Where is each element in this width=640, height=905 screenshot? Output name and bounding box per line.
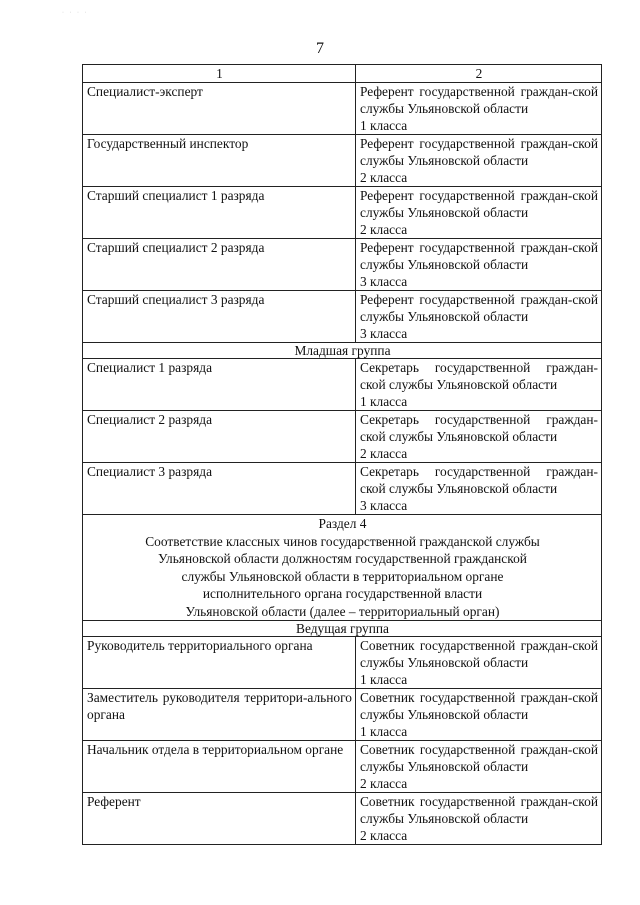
- table-row: [83, 291, 602, 343]
- position-cell: Специалист 1 разряда: [83, 359, 356, 411]
- rank-cell: [356, 291, 602, 343]
- rank-correspondence-table: [82, 64, 602, 845]
- rank-class: 1 класса: [360, 118, 408, 133]
- rank-class: 2 класса: [360, 776, 408, 791]
- table-row: [83, 187, 602, 239]
- rank-class: 2 класса: [360, 222, 408, 237]
- rank-class: 3 класса: [360, 326, 408, 341]
- rank-class: 2 класса: [360, 170, 408, 185]
- section-line: Ульяновской области должностям государственной гражданской: [158, 551, 527, 566]
- rank-cell: [356, 689, 602, 741]
- rank-class: 3 класса: [360, 498, 408, 513]
- rank-text: Советник государственной граждан-ской службы Ульяновской области: [360, 742, 598, 774]
- rank-class: 3 класса: [360, 274, 408, 289]
- rank-class: 2 класса: [360, 446, 408, 461]
- table-row: [83, 741, 602, 793]
- position-cell: Старший специалист 1 разряда: [83, 187, 356, 239]
- table-row: [83, 359, 602, 411]
- rank-cell: [356, 239, 602, 291]
- scan-speckles: · · · ·: [62, 10, 89, 16]
- section-line: Соответствие классных чинов государственной гражданской службы: [145, 533, 540, 549]
- rank-text: Секретарь государственной граждан-ской службы Ульяновской области: [360, 412, 598, 444]
- position-cell: Старший специалист 3 разряда: [83, 291, 356, 343]
- position-cell: Заместитель руководителя территори-ального органа: [83, 689, 356, 741]
- section-line: службы Ульяновской области в территориальном органе: [181, 568, 504, 584]
- section-heading: [83, 515, 602, 621]
- column-header-1: 1: [83, 65, 356, 83]
- table-row: [83, 637, 602, 689]
- rank-class: 1 класса: [360, 672, 408, 687]
- rank-text: Советник государственной граждан-ской службы Ульяновской области: [360, 794, 598, 826]
- group-heading-junior: Младшая группа: [83, 343, 602, 359]
- rank-text: Референт государственной граждан-ской службы Ульяновской области: [360, 188, 598, 220]
- rank-text: Референт государственной граждан-ской службы Ульяновской области: [360, 292, 598, 324]
- rank-cell: [356, 637, 602, 689]
- rank-cell: [356, 83, 602, 135]
- rank-text: Референт государственной граждан-ской службы Ульяновской области: [360, 240, 598, 272]
- rank-class: 2 класса: [360, 828, 408, 843]
- rank-cell: [356, 359, 602, 411]
- rank-class: 1 класса: [360, 724, 408, 739]
- rank-text: Секретарь государственной граждан-ской службы Ульяновской области: [360, 360, 598, 392]
- position-cell: Специалист 2 разряда: [83, 411, 356, 463]
- rank-cell: [356, 463, 602, 515]
- group-heading-leading: Ведущая группа: [83, 621, 602, 637]
- page-number: 7: [316, 40, 324, 57]
- column-header-2: 2: [356, 65, 602, 83]
- rank-cell: [356, 793, 602, 845]
- table-header-row: [83, 65, 602, 83]
- rank-cell: [356, 741, 602, 793]
- rank-text: Референт государственной граждан-ской службы Ульяновской области: [360, 84, 598, 116]
- rank-cell: [356, 135, 602, 187]
- section-line: Ульяновской области (далее – территориальный орган): [185, 603, 500, 619]
- position-cell: Старший специалист 2 разряда: [83, 239, 356, 291]
- table-row: [83, 83, 602, 135]
- position-cell: Специалист-эксперт: [83, 83, 356, 135]
- rank-cell: [356, 411, 602, 463]
- table-row: [83, 411, 602, 463]
- group-row-junior: [83, 343, 602, 359]
- position-cell: Специалист 3 разряда: [83, 463, 356, 515]
- position-cell: Государственный инспектор: [83, 135, 356, 187]
- rank-cell: [356, 187, 602, 239]
- rank-text: Советник государственной граждан-ской службы Ульяновской области: [360, 690, 598, 722]
- position-cell: Начальник отдела в территориальном органе: [83, 741, 356, 793]
- group-row-leading: [83, 621, 602, 637]
- rank-class: 1 класса: [360, 394, 408, 409]
- position-cell: Референт: [83, 793, 356, 845]
- table-row: [83, 793, 602, 845]
- rank-text: Референт государственной граждан-ской службы Ульяновской области: [360, 136, 598, 168]
- position-cell: Руководитель территориального органа: [83, 637, 356, 689]
- table-row: [83, 689, 602, 741]
- rank-text: Секретарь государственной граждан-ской службы Ульяновской области: [360, 464, 598, 496]
- section-title: Раздел 4: [318, 516, 367, 531]
- table-row: [83, 463, 602, 515]
- table-row: [83, 239, 602, 291]
- rank-text: Советник государственной граждан-ской службы Ульяновской области: [360, 638, 598, 670]
- section-row: [83, 515, 602, 621]
- section-line: исполнительного органа государственной власти: [202, 586, 483, 601]
- table-row: [83, 135, 602, 187]
